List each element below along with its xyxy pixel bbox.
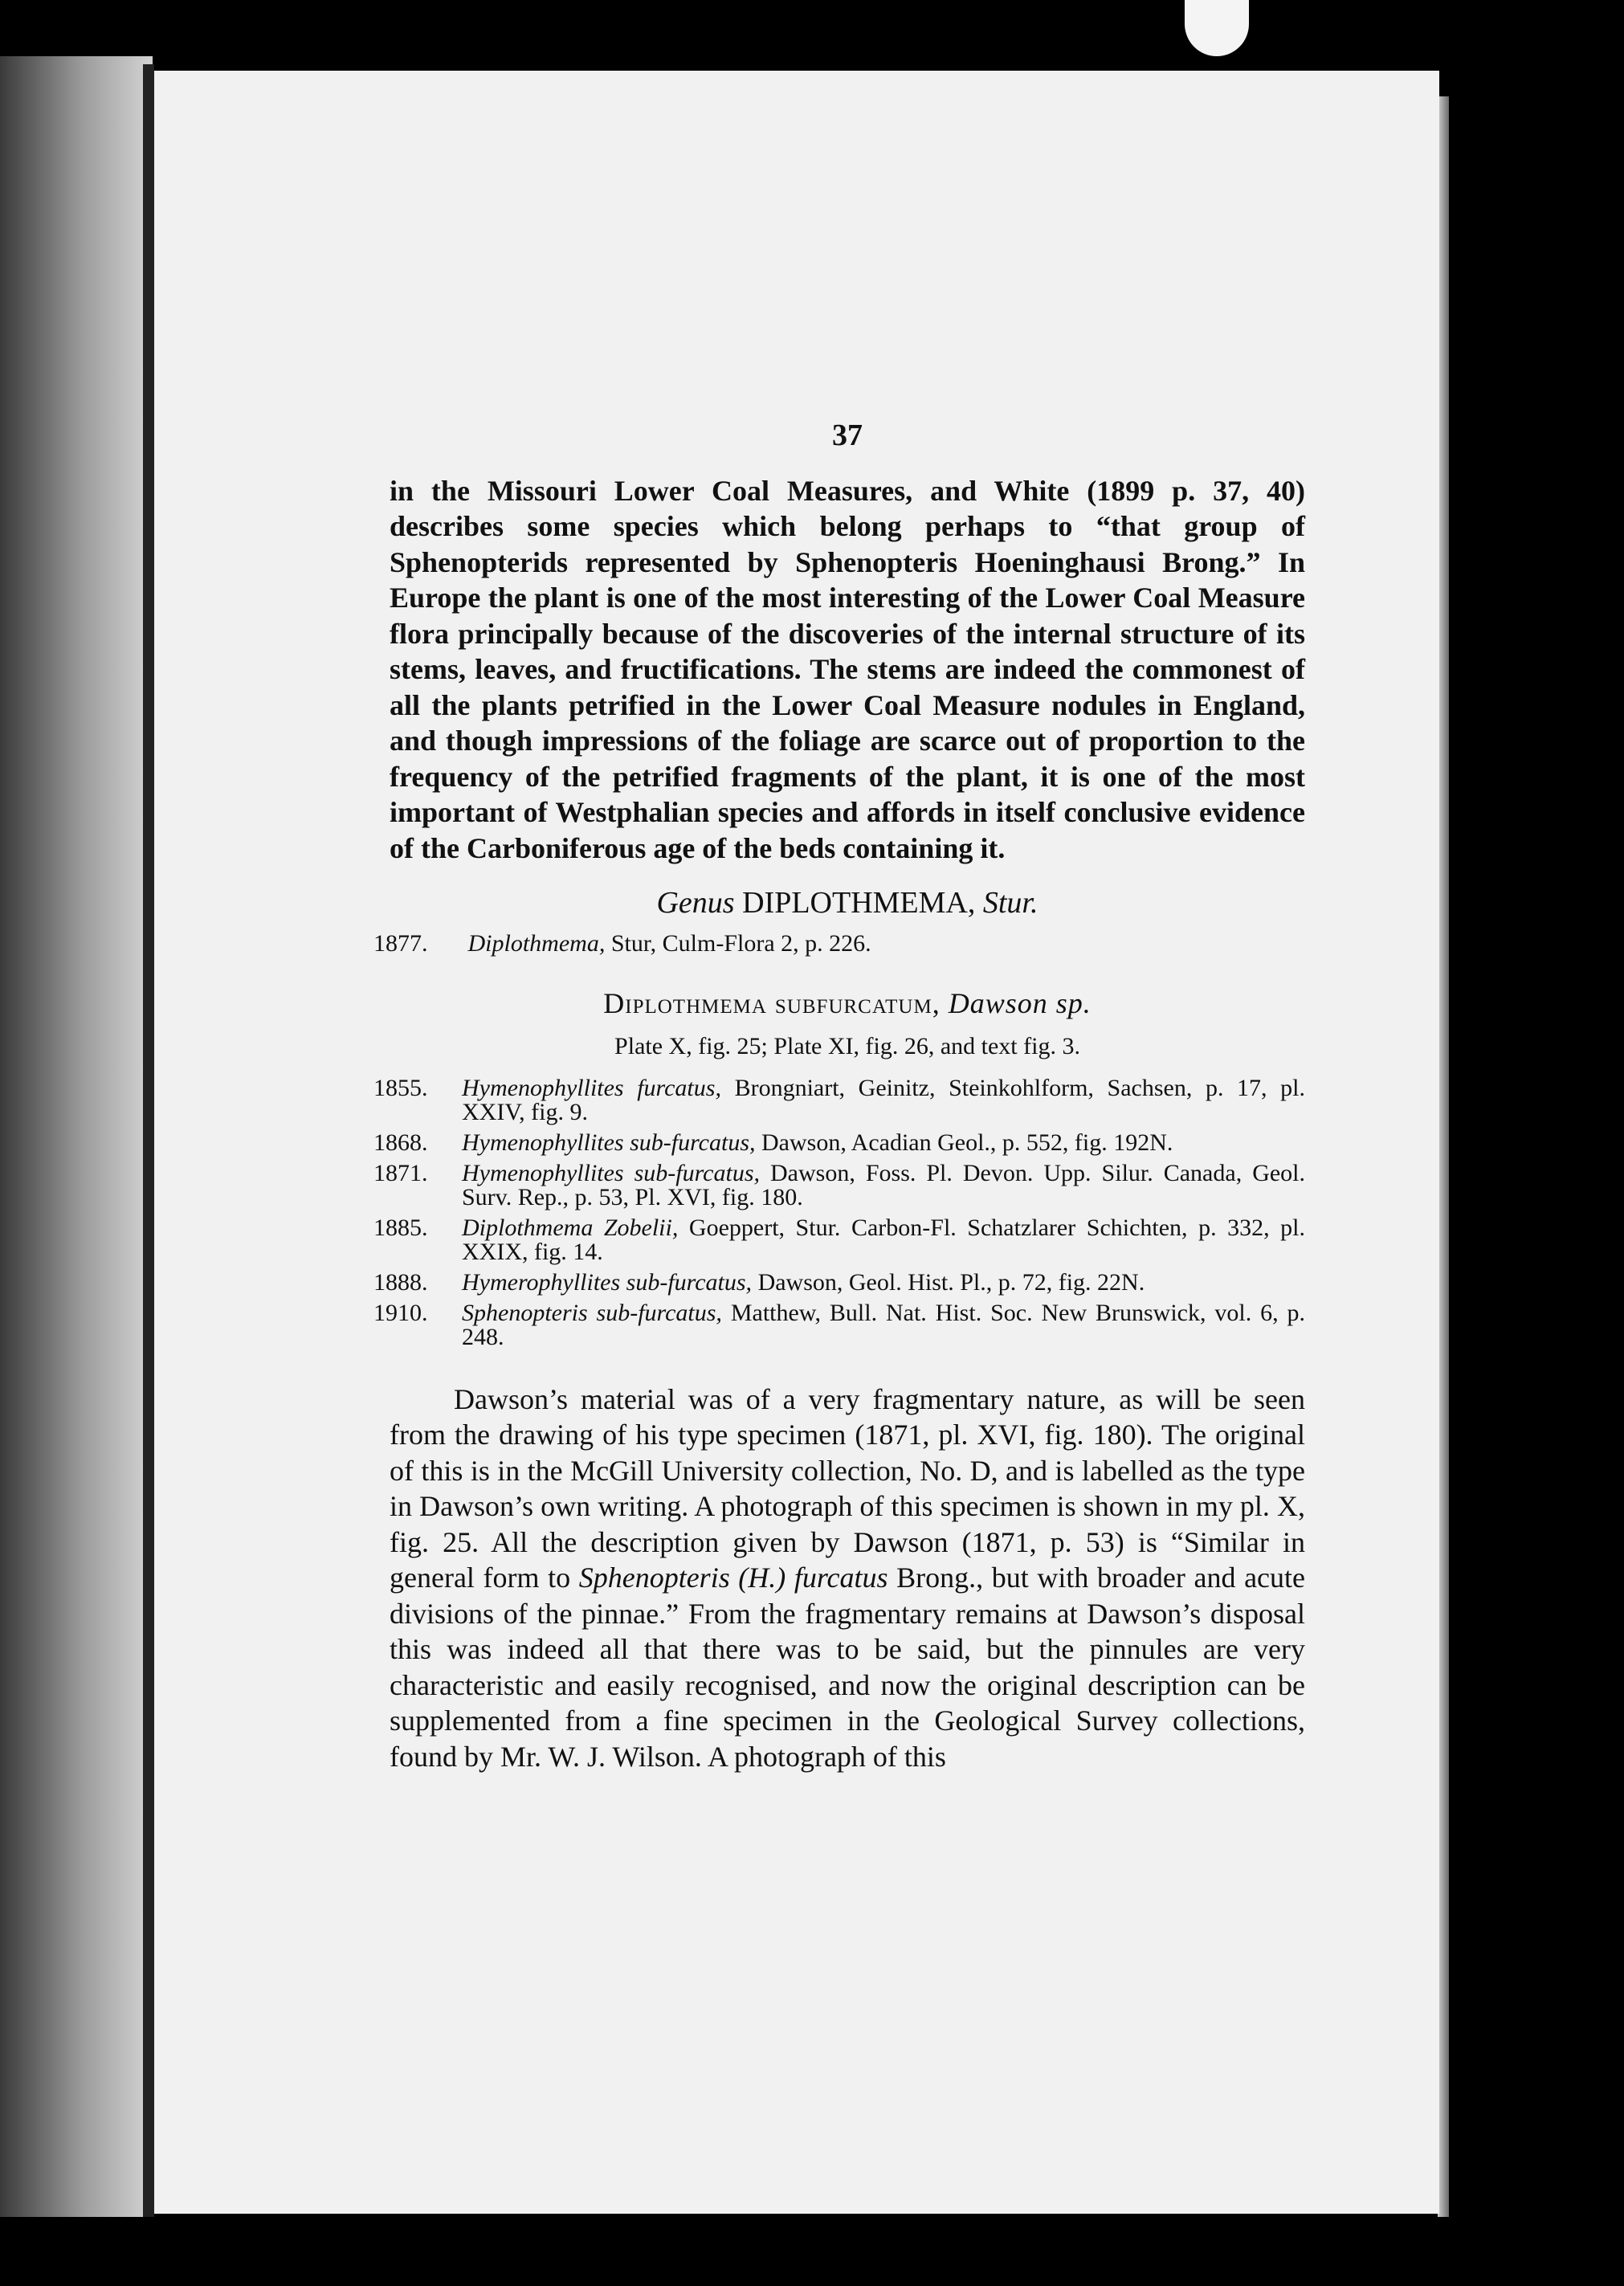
synonymy-entry: [373, 1214, 1305, 1265]
paragraph-1: in the Missouri Lower Coal Measures, and White (1899 p. 37, 40) describes some species which belong perhaps to “that group of Sphenopterids represented by Sphenopteris Hoeninghausi Brong.” In Europe the plant is one of the most interesting of the Lower Coal Measure flora principally because of the discoveries of the internal structure of its stems, leaves, and fructifications. The stems are indeed the commonest of all the plants petrified in the Lower Coal Measure nodules in England, and though impressions of the foliage are scarce out of proportion to the frequency of the petrified fragments of the plant, it is one of the most important of Westphalian species and affords in itself conclusive evidence of the Carboniferous age of the beds containing it.: [390, 474, 1305, 864]
synonymy-year: 1910.: [373, 1299, 428, 1326]
synonymy-entry: [373, 1299, 1305, 1350]
genus-name: DIPLOTHMEMA,: [742, 886, 976, 920]
synonymy-text: [462, 1216, 1305, 1264]
synonymy-citation: Dawson, Acadian Geol., p. 552, fig. 192N.: [761, 1129, 1173, 1156]
synonymy-entry: [373, 1159, 1306, 1210]
genus-reference-rest: Stur, Culm-Flora 2, p. 226.: [610, 929, 871, 957]
page-number: 37: [832, 418, 863, 452]
synonymy-year: 1885.: [373, 1214, 428, 1241]
genus-author: Stur.: [982, 886, 1038, 920]
species-heading: [390, 986, 1305, 1022]
synonymy-citation: Goeppert, Stur. Carbon-Fl. Schatzlarer Schichten, p. 332, pl. XXIX, fig. 14.: [462, 1214, 1305, 1265]
synonymy-citation: Dawson, Geol. Hist. Pl., p. 72, fig. 22N.: [757, 1268, 1145, 1296]
synonymy-citation: Matthew, Bull. Nat. Hist. Soc. New Brunswick, vol. 6, p. 248.: [462, 1299, 1305, 1350]
synonymy-entry: [373, 1268, 1305, 1296]
synonymy-text: [462, 1076, 1305, 1125]
paragraph-2-italic: Sphenopteris (H.) furcatus: [578, 1561, 888, 1594]
synonymy-year: 1855.: [373, 1074, 428, 1101]
synonymy-citation: Brongniart, Geinitz, Steinkohlform, Sachsen, p. 17, pl. XXIV, fig. 9.: [462, 1074, 1306, 1125]
page-text: [373, 418, 1306, 1774]
species-author: Dawson sp.: [948, 986, 1092, 1019]
genus-reference-year: 1877.: [373, 929, 428, 957]
plate-reference: Plate X, fig. 25; Plate XI, fig. 26, and text fig. 3.: [614, 1033, 1080, 1059]
synonymy-taxon: Hymenophyllites sub-furcatus,: [462, 1129, 756, 1156]
synonymy-taxon: Hymerophyllites sub-furcatus,: [462, 1268, 753, 1296]
paragraph-2-part-2: Brong., but with broader and acute divisions of the pinnae.” From the fragmentary remains at Dawson’s disposal this was indeed all that there was to be said, but the pinnules are very characteristic and easily recognised, and now the original description can be supplemented from a fine specimen in the Geological Survey collections, found by Mr. W. J. Wilson. A photograph of this: [390, 1561, 1306, 1773]
synonymy-list: [373, 1074, 1306, 1350]
synonymy-year: 1868.: [373, 1129, 428, 1156]
species-name: Diplothmema subfurcatum,: [603, 986, 941, 1019]
synonymy-text: [462, 1131, 1305, 1155]
synonymy-taxon: Sphenopteris sub-furcatus,: [462, 1299, 722, 1326]
synonymy-taxon: Hymenophyllites sub-furcatus,: [462, 1159, 760, 1186]
synonymy-taxon: Hymenophyllites furcatus,: [462, 1074, 721, 1101]
genus-reference: [373, 928, 1305, 960]
synonymy-citation: Dawson, Foss. Pl. Devon. Upp. Silur. Canada, Geol. Surv. Rep., p. 53, Pl. XVI, fig. 180.: [462, 1159, 1306, 1210]
synonymy-taxon: Diplothmema Zobelii,: [462, 1214, 679, 1241]
camera-flash-glare: [1185, 0, 1249, 56]
genus-reference-name: Diplothmema,: [467, 929, 606, 957]
paragraph-2: [390, 1382, 1305, 1775]
synonymy-text: [462, 1301, 1305, 1349]
left-page-edge: [0, 56, 153, 2217]
synonymy-text: [462, 1268, 1305, 1296]
synonymy-text: [462, 1161, 1305, 1210]
synonymy-year: 1888.: [373, 1268, 428, 1296]
book-spine-shadow: [143, 64, 154, 2217]
synonymy-entry: [373, 1074, 1306, 1125]
synonymy-year: 1871.: [373, 1159, 428, 1186]
genus-heading: [390, 885, 1305, 921]
paragraph-2-part-1: Dawson’s material was of a very fragmentary nature, as will be seen from the drawing of his type specimen (1871, pl. XVI, fig. 180). The original of this is in the McGill University collection, No. D, and is labelled as the type in Dawson’s own writing. A photograph of this specimen is shown in my pl. X, fig. 25. All the description given by Dawson (1871, p. 53) is “Similar in general form to: [390, 1382, 1305, 1594]
page-right-edge: [1438, 96, 1449, 2217]
genus-prefix: Genus: [656, 886, 735, 920]
synonymy-entry: [373, 1129, 1305, 1156]
